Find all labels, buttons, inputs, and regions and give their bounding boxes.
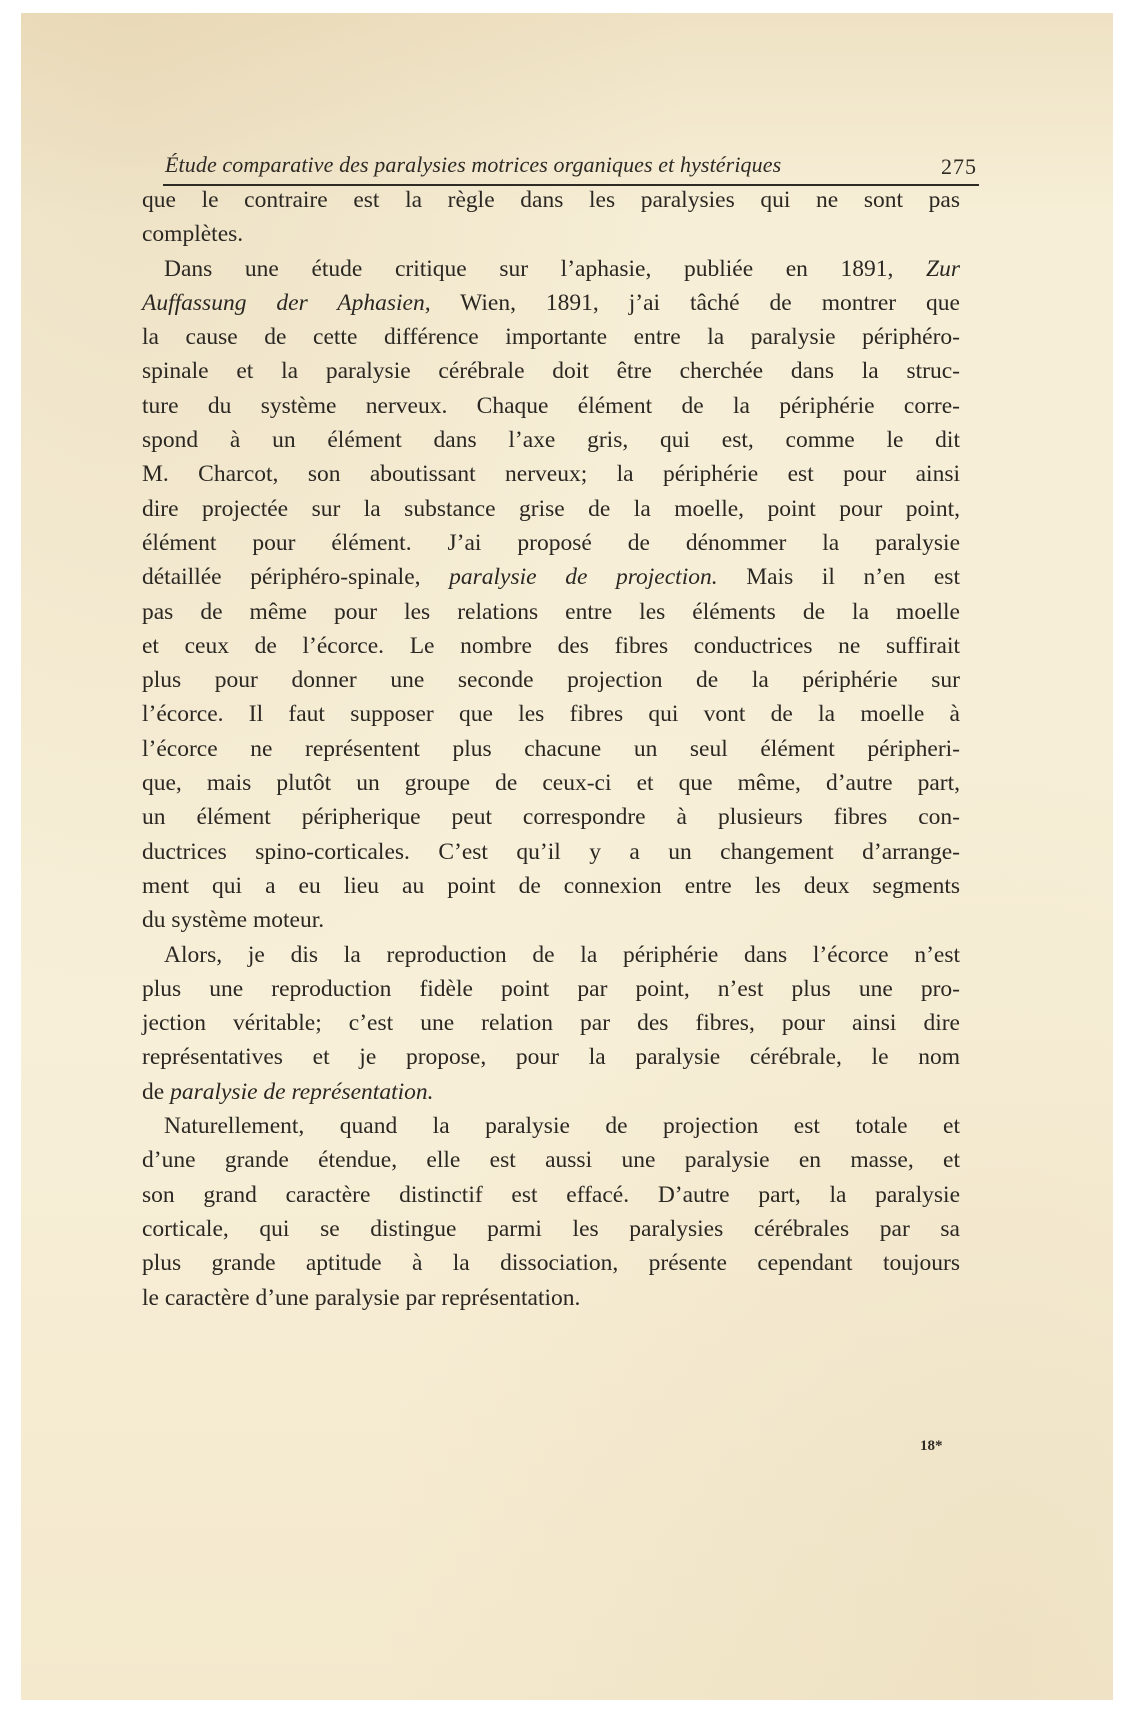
text-segment: l’écorce ne représentent plus chacune un seul élément péripheri-: [142, 735, 960, 762]
text-segment: spond à un élément dans l’axe gris, qui est, comme le dit: [142, 427, 960, 454]
text-line: [142, 1040, 960, 1074]
text-line: [142, 183, 960, 217]
text-line: [142, 903, 960, 937]
text-line: [142, 320, 960, 354]
text-segment: corticale, qui se distingue parmi les paralysies cérébrales par sa: [142, 1215, 960, 1242]
italic-text: paralysie de représentation.: [170, 1078, 434, 1105]
italic-text: Auffassung der Aphasien,: [142, 289, 431, 316]
text-segment: ment qui a eu lieu au point de connexion entre les deux segments: [142, 872, 960, 899]
text-segment: jection véritable; c’est une relation par des fibres, pour ainsi dire: [142, 1010, 960, 1037]
text-line: [142, 629, 960, 663]
text-segment: pas de même pour les relations entre les éléments de la moelle: [142, 598, 960, 625]
text-line: [142, 389, 960, 423]
text-line: [142, 526, 960, 560]
italic-text: paralysie de projection.: [449, 564, 718, 591]
text-line: [142, 663, 960, 697]
text-segment: la cause de cette différence importante entre la paralysie périphéro-: [142, 324, 960, 351]
text-segment: Dans une étude critique sur l’aphasie, publiée en 1891,: [164, 255, 927, 282]
text-line: [142, 1006, 960, 1040]
text-segment: le caractère d’une paralysie par représentation.: [142, 1284, 581, 1311]
text-line: [142, 1281, 960, 1315]
text-line: [142, 492, 960, 526]
text-segment: détaillée périphéro-spinale,: [142, 564, 450, 591]
text-segment: ture du système nerveux. Chaque élément de la périphérie corre-: [142, 392, 960, 419]
text-segment: son grand caractère distinctif est effacé. D’autre part, la paralysie: [142, 1181, 960, 1208]
text-segment: Mais il n’en est: [717, 564, 960, 591]
text-line: [142, 732, 960, 766]
text-line: [142, 560, 960, 594]
text-segment: que le contraire est la règle dans les paralysies qui ne sont pas: [142, 187, 960, 213]
text-line: [142, 595, 960, 629]
text-line: [142, 286, 960, 320]
text-line: [142, 800, 960, 834]
text-line: [142, 972, 960, 1006]
text-segment: Alors, je dis la reproduction de la périphérie dans l’écorce n’est: [164, 941, 960, 968]
text-segment: Naturellement, quand la paralysie de projection est totale et: [164, 1113, 960, 1140]
text-segment: Wien, 1891, j’ai tâché de montrer que: [430, 289, 960, 316]
text-segment: spinale et la paralysie cérébrale doit être cherchée dans la struc-: [142, 358, 960, 385]
page-number: 275: [941, 154, 977, 179]
text-segment: élément pour élément. J’ai proposé de dénommer la paralysie: [142, 529, 960, 556]
text-line: [142, 1246, 960, 1280]
text-line: [142, 423, 960, 457]
text-line: [142, 766, 960, 800]
text-segment: plus pour donner une seconde projection de la périphérie sur: [142, 667, 960, 694]
text-segment: ductrices spino-corticales. C’est qu’il y a un changement d’arrange-: [142, 838, 960, 865]
text-segment: plus grande aptitude à la dissociation, présente cependant toujours: [142, 1250, 960, 1277]
text-segment: un élément péripherique peut correspondre à plusieurs fibres con-: [142, 804, 960, 831]
page-header: [163, 148, 977, 182]
text-line: [142, 1075, 960, 1109]
text-segment: que, mais plutôt un groupe de ceux-ci et que même, d’autre part,: [142, 770, 960, 797]
signature-mark: 18*: [920, 1438, 943, 1454]
text-line: [142, 1109, 960, 1143]
text-line: [142, 835, 960, 869]
text-line: [142, 1212, 960, 1246]
text-line: [142, 1178, 960, 1212]
paragraph: [142, 252, 960, 938]
text-line: [142, 252, 960, 286]
text-segment: M. Charcot, son aboutissant nerveux; la périphérie est pour ainsi: [142, 461, 960, 488]
text-line: [142, 457, 960, 491]
text-segment: représentatives et je propose, pour la paralysie cérébrale, le nom: [142, 1044, 960, 1071]
text-line: [142, 217, 960, 251]
paragraph: [142, 938, 960, 1109]
italic-text: Zur: [926, 255, 960, 282]
text-line: [142, 869, 960, 903]
text-segment: de: [142, 1078, 171, 1105]
running-title: Étude comparative des paralysies motrices organiques et hystériques: [165, 152, 782, 177]
text-segment: plus une reproduction fidèle point par point, n’est plus une pro-: [142, 975, 960, 1002]
body-text: [142, 183, 960, 1315]
text-segment: du système moteur.: [142, 907, 325, 934]
text-line: [142, 1143, 960, 1177]
text-segment: dire projectée sur la substance grise de la moelle, point pour point,: [142, 495, 960, 522]
paragraph: [142, 1109, 960, 1315]
text-line: [142, 938, 960, 972]
paragraph: [142, 183, 960, 252]
text-segment: complètes.: [142, 221, 244, 248]
text-line: [142, 697, 960, 731]
text-segment: d’une grande étendue, elle est aussi une paralysie en masse, et: [142, 1147, 960, 1174]
text-segment: et ceux de l’écorce. Le nombre des fibres conductrices ne suffirait: [142, 632, 960, 659]
text-segment: l’écorce. Il faut supposer que les fibres qui vont de la moelle à: [142, 701, 960, 728]
text-line: [142, 354, 960, 388]
